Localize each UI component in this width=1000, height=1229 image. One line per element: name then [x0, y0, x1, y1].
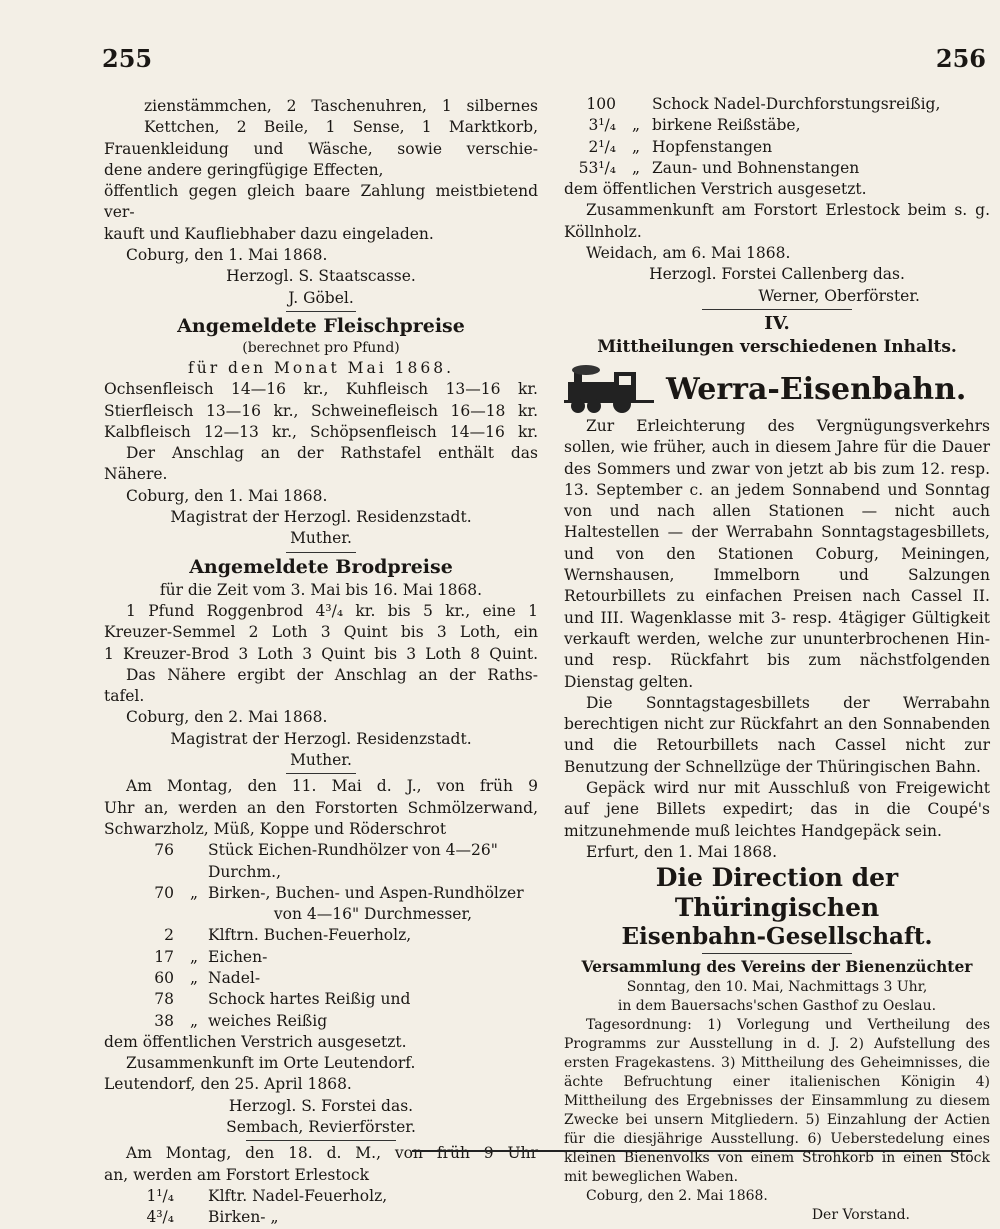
- quantity: 17: [154, 947, 174, 966]
- date-line: Erfurt, den 1. Mai 1868.: [586, 842, 778, 861]
- page-number-right: 256: [935, 44, 986, 73]
- ditto-mark: [620, 94, 652, 115]
- text-line: dem öffentlichen Verstrich ausgesetzt.: [104, 1032, 407, 1051]
- list-item: [104, 925, 538, 946]
- quantity: [104, 904, 180, 925]
- text-line: Am Montag, den 18. d. M., von früh 9 Uhr: [126, 1144, 538, 1163]
- list-item: [104, 1207, 538, 1228]
- item-text: Eichen-: [208, 947, 268, 966]
- list-item: [104, 968, 538, 989]
- list-item: [104, 1186, 538, 1207]
- quantity: 53¹/₄: [578, 158, 616, 177]
- ditto-mark: [180, 925, 208, 946]
- meat-month: für den Monat Mai 1868.: [187, 358, 454, 377]
- price-line: 1 Pfund Roggenbrod 4³/₄ kr. bis 5 kr., eine 1: [126, 601, 538, 620]
- list-item: [564, 94, 990, 115]
- item-text: Nadel-: [208, 968, 261, 987]
- issuer: Magistrat der Herzogl. Residenzstadt.: [170, 729, 472, 748]
- text-line: kauft und Kaufliebhaber dazu eingeladen.: [104, 224, 434, 243]
- issuer: Herzogl. S. Staatscasse.: [226, 267, 416, 286]
- quantity: 78: [154, 990, 174, 1009]
- price-line: 1 Kreuzer-Brod 3 Loth 3 Quint bis 3 Loth 8 Quint.: [104, 644, 538, 663]
- agenda: Tagesordnung: 1) Vorlegung und Vertheilung des Programms zur Ausstellung in d. J. 2) Aufstellung des ersten Fragekastens. 3) Mittheilung des Geheimnisses, die ächte Befruchtung einer italienischen Königin 4) Mittheilung des Ergebnisses der Einsammlung zu diesem Zwecke bei unsern Mitgliedern. 5) Einzahlung der Actien für die diesjährige Ausstellung. 6) Ueberstedelung eines kleinen Bienenvolks von einem Strohkorb in einen Stock mit beweglichen Waben.: [564, 1017, 990, 1186]
- left-column: [104, 96, 538, 1229]
- divider: [702, 309, 852, 310]
- text-line: öffentlich gegen gleich baare Zahlung meistbietend ver-: [104, 182, 538, 222]
- signature: Die Direction der Thüringischen: [655, 863, 899, 923]
- right-column: [564, 94, 990, 1225]
- date-line: Coburg, den 2. Mai 1868.: [586, 1188, 768, 1205]
- text-line: Kettchen, 2 Beile, 1 Sense, 1 Marktkorb,: [144, 118, 538, 137]
- text-line: dem öffentlichen Verstrich ausgesetzt.: [564, 180, 867, 199]
- werra-title: Werra-Eisenbahn.: [666, 371, 967, 407]
- quantity: 2: [164, 926, 174, 945]
- signature: Werner, Oberförster.: [758, 286, 920, 305]
- quantity: 76: [154, 841, 174, 860]
- text-line: Das Nähere ergibt der Anschlag an der Raths-: [126, 665, 538, 684]
- divider: [286, 552, 356, 553]
- page-number-left: 255: [102, 44, 153, 73]
- text-line: Nähere.: [104, 465, 168, 484]
- quantity: 2¹/₄: [588, 137, 616, 156]
- date-line: Weidach, am 6. Mai 1868.: [586, 244, 791, 263]
- meeting-line: Zusammenkunft im Orte Leutendorf.: [126, 1054, 416, 1073]
- item-text: Schock Nadel-Durchforstungsreißig,: [652, 95, 941, 113]
- date-line: Coburg, den 1. Mai 1868.: [126, 486, 328, 505]
- paragraph: Zur Erleichterung des Vergnügungsverkehrs sollen, wie früher, auch in diesem Jahre für die Dauer des Sommers und zwar von jetzt ab bis zum 12. resp. 13. September c. an jedem Sonnabend und Sonntag von und nach allen Stationen — nicht auch Haltestellen — der Werrabahn Sonntagstagesbillets, und von den Stationen Coburg, Meiningen, Wernshausen, Immelborn und Salzungen Retourbillets zu einfachen Preisen nach Cassel II. und III. Wagenklasse mit 3- resp. 4tägiger Gültigkeit verkauft werden, welche zur ununterbrochenen Hin- und resp. Rückfahrt bis zum nächstfolgenden Dienstag gelten.: [564, 416, 990, 691]
- item-text: Stück Eichen-Rundhölzer von 4—26" Durchm.,: [208, 841, 498, 881]
- ditto-mark: „: [189, 968, 199, 987]
- bee-meeting-where: in dem Bauersachs'schen Gasthof zu Oeslau.: [617, 998, 937, 1015]
- bread-prices-title: Angemeldete Brodpreise: [189, 555, 453, 578]
- text-line: Köllnholz.: [564, 222, 642, 241]
- item-text: Schock hartes Reißig und: [208, 990, 411, 1009]
- item-text: weiches Reißig: [208, 1011, 328, 1030]
- paragraph: Die Sonntagstagesbillets der Werrabahn berechtigen nicht zur Rückfahrt an den Sonnabenden und die Retourbillets nach Cassel nicht zur Benutzung der Schnellzüge der Thüringischen Bahn.: [564, 693, 990, 776]
- ditto-mark: [180, 840, 208, 883]
- item-text: Birken-, Buchen- und Aspen-Rundhölzer: [208, 883, 524, 902]
- ditto-mark: [180, 904, 208, 925]
- ditto-mark: [180, 1186, 208, 1207]
- list-item: [104, 883, 538, 904]
- divider: [286, 311, 356, 312]
- item-text: von 4—16" Durchmesser,: [273, 905, 473, 924]
- text-line: Der Anschlag an der Rathstafel enthält das: [126, 444, 538, 463]
- ditto-mark: „: [631, 137, 641, 156]
- list-item: [564, 115, 990, 136]
- date-line: Leutendorf, den 25. April 1868.: [104, 1075, 352, 1094]
- date-line: Coburg, den 2. Mai 1868.: [126, 708, 328, 727]
- item-text: Zaun- und Bohnenstangen: [652, 158, 860, 177]
- bee-meeting-title: Versammlung des Vereins der Bienenzüchter: [581, 957, 973, 977]
- ditto-mark: „: [189, 1011, 199, 1030]
- list-item: [564, 137, 990, 158]
- ditto-mark: [180, 1207, 208, 1228]
- signature: J. Göbel.: [288, 288, 354, 307]
- ditto-mark: „: [189, 947, 199, 966]
- price-line: Kalbfleisch 12—13 kr., Schöpsenfleisch 14—16 kr.: [104, 422, 538, 441]
- quantity: 70: [154, 883, 174, 902]
- text-line: zienstämmchen, 2 Taschenuhren, 1 silbernes: [144, 97, 538, 115]
- signature: Muther.: [290, 529, 352, 548]
- meat-subtitle: (berechnet pro Pfund): [242, 339, 400, 356]
- list-item: [104, 840, 538, 883]
- bread-period: für die Zeit vom 3. Mai bis 16. Mai 1868.: [159, 580, 483, 599]
- signature: Eisenbahn-Gesellschaft.: [621, 923, 933, 951]
- footer-rule: [412, 1150, 972, 1152]
- ditto-mark: „: [631, 158, 641, 177]
- item-text: Klftrn. Buchen-Feuerholz,: [208, 926, 412, 945]
- text-line: an, werden am Forstort Erlestock: [104, 1165, 369, 1184]
- quantity: 60: [154, 968, 174, 987]
- text-line: Schwarzholz, Müß, Koppe und Röderschrot: [104, 819, 447, 838]
- signature: Der Vorstand.: [811, 1207, 910, 1224]
- quantity: 3¹/₄: [588, 116, 616, 135]
- list-item: [104, 989, 538, 1010]
- price-line: Kreuzer-Semmel 2 Loth 3 Quint bis 3 Loth, ein: [104, 623, 538, 642]
- meat-prices-title: Angemeldete Fleischpreise: [177, 314, 465, 337]
- quantity: 100: [586, 95, 616, 113]
- ditto-mark: „: [631, 116, 641, 135]
- werra-heading: [564, 364, 990, 416]
- section-title: Mittheilungen verschiedenen Inhalts.: [597, 336, 957, 357]
- ditto-mark: [180, 989, 208, 1010]
- quantity: 4³/₄: [146, 1208, 174, 1227]
- issuer: Herzogl. S. Forstei das.: [228, 1096, 414, 1115]
- locomotive-icon: [564, 364, 656, 416]
- quantity: 38: [154, 1011, 174, 1030]
- text-line: tafel.: [104, 687, 145, 706]
- price-line: Stierfleisch 13—16 kr., Schweinefleisch 16—18 kr.: [104, 401, 538, 420]
- signature: Sembach, Revierförster.: [226, 1118, 416, 1137]
- text-line: Am Montag, den 11. Mai d. J., von früh 9: [126, 777, 538, 796]
- text-line: Uhr an, werden an den Forstorten Schmölzerwand,: [104, 798, 538, 817]
- section-number: IV.: [764, 312, 790, 334]
- item-text: Birken- „: [208, 1208, 279, 1227]
- bee-meeting-when: Sonntag, den 10. Mai, Nachmittags 3 Uhr,: [626, 979, 928, 996]
- price-line: Ochsenfleisch 14—16 kr., Kuhfleisch 13—16 kr.: [104, 380, 538, 399]
- ditto-mark: „: [189, 883, 199, 902]
- text-line: dene andere geringfügige Effecten,: [104, 160, 384, 179]
- quantity: 1¹/₄: [146, 1186, 174, 1205]
- issuer: Herzogl. Forstei Callenberg das.: [649, 265, 905, 284]
- item-text: Hopfenstangen: [652, 137, 773, 156]
- issuer: Magistrat der Herzogl. Residenzstadt.: [170, 508, 472, 527]
- divider: [702, 953, 852, 954]
- list-item: [564, 158, 990, 179]
- meeting-line: Zusammenkunft am Forstort Erlestock beim s. g.: [586, 201, 990, 220]
- divider: [286, 773, 356, 774]
- paragraph: Gepäck wird nur mit Ausschluß von Freigewicht auf jene Billets expedirt; das in die Coupé's mitzunehmende muß leichtes Handgepäck sein.: [564, 779, 990, 840]
- signature: Muther.: [290, 751, 352, 770]
- date-line: Coburg, den 1. Mai 1868.: [126, 246, 328, 265]
- divider: [246, 1140, 396, 1141]
- item-text: Klftr. Nadel-Feuerholz,: [208, 1186, 388, 1205]
- item-text: birkene Reißstäbe,: [652, 116, 801, 135]
- list-item: [104, 904, 538, 925]
- list-item: [104, 947, 538, 968]
- list-item: [104, 1011, 538, 1032]
- text-line: Frauenkleidung und Wäsche, sowie verschie-: [104, 139, 538, 158]
